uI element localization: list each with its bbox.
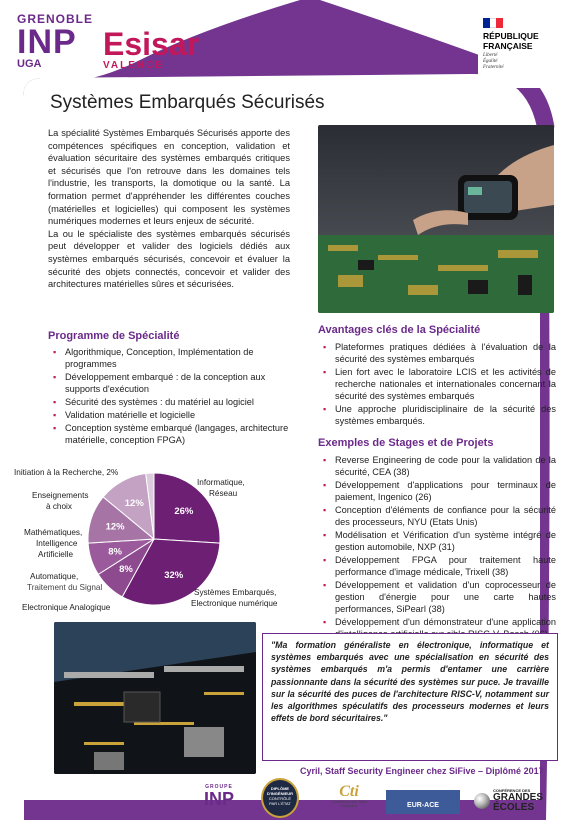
avantages-heading: Avantages clés de la Spécialité: [318, 324, 481, 336]
list-item: ▪ Développement d'un démonstrateur d'une application: [320, 616, 556, 640]
pie-label-systemes-2: Electronique numérique: [191, 599, 278, 608]
testimonial-quote: "Ma formation généraliste en électronique, informatique et systèmes embarqués avec une spécialisation en sécurité des systèmes embarqués m'a permis d'entamer une carrière passionnante dans la sécurité des systèmes sur puce. Je travaille sur la sécurité des puces de l'architecture RISC-V, notamment sur les algorithmes spéculatifs des processeurs modernes et leurs effets de bord sécuritaires.": [262, 633, 558, 761]
list-item: ▪ Développement d'applications pour terminaux de paiement, Ingenico (26): [320, 479, 556, 503]
pie-label-automatique-2: Traitement du Signal: [27, 583, 103, 592]
curriculum-pie-chart: [0, 455, 300, 615]
pie-label-analogique: Electronique Analogique: [22, 603, 111, 612]
rf-motto-2: Égalité: [483, 59, 498, 64]
pie-label-maths-2: Intelligence: [36, 539, 78, 548]
cge-globe-icon: [474, 793, 490, 809]
pie-value-label-0: 26%: [174, 505, 194, 517]
french-flag-icon: [483, 18, 503, 28]
avantages-list: [320, 341, 556, 428]
eurace-text: EUR-ACE: [407, 802, 439, 809]
list-item: ▪ Plateformes pratiques dédiées à l'évaluation de la sécurité des systèmes embarqués: [320, 341, 556, 365]
list-item: ▪ Sécurité des systèmes : du matériel au logiciel: [50, 396, 294, 408]
list-item: ▪ Validation matérielle et logicielle: [50, 409, 294, 421]
rf-line-2: FRANÇAISE: [483, 41, 533, 51]
groupe-inp-logo: [199, 784, 239, 808]
pie-value-label-1: 32%: [164, 569, 184, 581]
pie-label-recherche: Initiation à la Recherche, 2%: [14, 468, 119, 477]
groupe-inp-text: INP: [203, 789, 234, 809]
intro-paragraph-1: La spécialité Systèmes Embarqués Sécurisés apporte des compétences spécifiques en conception, validation et évaluation sécuritaire des systèmes embarqués critiques et sécurisés que l'on retrouve dans les domaines tels l'industrie, les transports, la domotique ou la santé. La formation permet d'appréhender les différentes couches (matérielles et logicielles) qui composent les systèmes numériques modernes et leurs enjeux de sécurité.: [48, 128, 290, 227]
esisar-logo: [103, 28, 199, 71]
dipl-line-2: D'INGÉNIEUR: [266, 791, 294, 796]
list-item: ▪ Conception d'éléments de confiance pour la sécurité des processeurs, NYU (Etats Unis): [320, 504, 556, 528]
rf-line-1: RÉPUBLIQUE: [483, 31, 539, 41]
logo-valence-text: VALENCE: [103, 60, 165, 71]
list-item: ▪ Conception système embarqué (langages, architecture matérielle, conception FPGA): [50, 422, 294, 446]
dipl-line-4: PAR L'ÉTAT: [269, 801, 291, 806]
cti-sub-text: Commission des Titres d'Ingénieur: [331, 800, 367, 808]
pie-label-enseign-1: Enseignements: [32, 491, 89, 500]
cge-line-1: CONFÉRENCE DES: [493, 788, 531, 793]
list-item: ▪ Une approche pluridisciplinaire de la sécurité des systèmes embarqués.: [320, 403, 556, 427]
list-item: ▪ Reverse Engineering de code pour la validation de la sécurité, CEA (38): [320, 454, 556, 478]
rf-motto-1: Liberté: [483, 53, 498, 58]
grenoble-inp-logo: [17, 12, 99, 70]
exemples-list: [320, 454, 556, 641]
pie-label-systemes-1: Systèmes Embarqués,: [194, 588, 277, 597]
page-title: Systèmes Embarqués Sécurisés: [50, 92, 325, 113]
cge-line-3: ÉCOLES: [493, 802, 535, 813]
pie-value-label-5: 12%: [124, 498, 144, 510]
list-item: ▪ Lien fort avec le laboratoire LCIS et les activités de recherche nationales et internationales concernant la sécurité des systèmes embarqués: [320, 366, 556, 402]
cge-line-2: GRANDES: [493, 792, 544, 803]
testimonial-signature: Cyril, Staff Security Engineer chez SiFive – Diplômé 2017: [300, 766, 544, 776]
pie-label-enseign-2: à choix: [46, 502, 72, 511]
programme-list: [50, 346, 294, 447]
intro-text: [48, 127, 290, 291]
pie-label-informatique-2: Réseau: [209, 489, 238, 498]
dipl-line-1: DIPLÔME: [270, 786, 290, 791]
rf-motto-3: Fraternité: [483, 65, 504, 70]
logo-inp-text: INP: [17, 23, 77, 61]
pie-value-label-3: 8%: [108, 546, 122, 558]
pie-value-label-2: 8%: [119, 563, 133, 575]
logo-uga-text: UGA: [17, 58, 42, 70]
smartwatch-photo: [318, 125, 554, 313]
pie-label-maths-3: Artificielle: [38, 550, 74, 559]
cge-logo: [474, 788, 546, 813]
list-item: ▪ Développement embarqué : de la conception aux supports d'exécution: [50, 371, 294, 395]
pie-label-informatique-1: Informatique,: [197, 478, 245, 487]
pie-label-maths-1: Mathématiques,: [24, 528, 83, 537]
republique-francaise-logo: [478, 14, 552, 88]
exemples-heading: Exemples de Stages et de Projets: [318, 437, 494, 449]
diplome-badge: [261, 778, 299, 818]
pie-label-automatique-1: Automatique,: [30, 572, 79, 581]
groupe-text: GROUPE: [205, 784, 233, 790]
programme-heading: Programme de Spécialité: [48, 330, 180, 342]
dipl-line-3: CONTRÔLÉ: [268, 796, 292, 801]
dev-board-photo: [54, 622, 256, 774]
eurace-logo: [386, 790, 460, 814]
logo-grenoble-text: GRENOBLE: [17, 12, 94, 26]
cti-logo: [326, 784, 372, 808]
list-item: ▪ Algorithmique, Conception, Implémentation de programmes: [50, 346, 294, 370]
list-item: ▪ Modélisation et Vérification d'un système intégré de gestion automobile, NXP (31): [320, 529, 556, 553]
cti-text: Cti: [339, 783, 359, 800]
list-item: ▪ Développement et validation d'un coprocesseur de gestion d'énergie pour une carte hautes performances, SiPearl (38): [320, 579, 556, 615]
list-item: ▪ Développement FPGA pour traitement haute performance d'image médicale, Trixell (38): [320, 554, 556, 578]
logo-esisar-text: Esisar: [103, 26, 200, 62]
intro-paragraph-2: La ou le spécialiste des systèmes embarqués sécurisés peut développer et valider des logiciels dédiés aux systèmes embarqués sécurisés, concevoir et évaluer la sécurité des objets connectés, concevoir et valider des architectures matérielles sûres et sécurisées.: [48, 228, 290, 290]
pie-value-label-4: 12%: [105, 521, 125, 533]
